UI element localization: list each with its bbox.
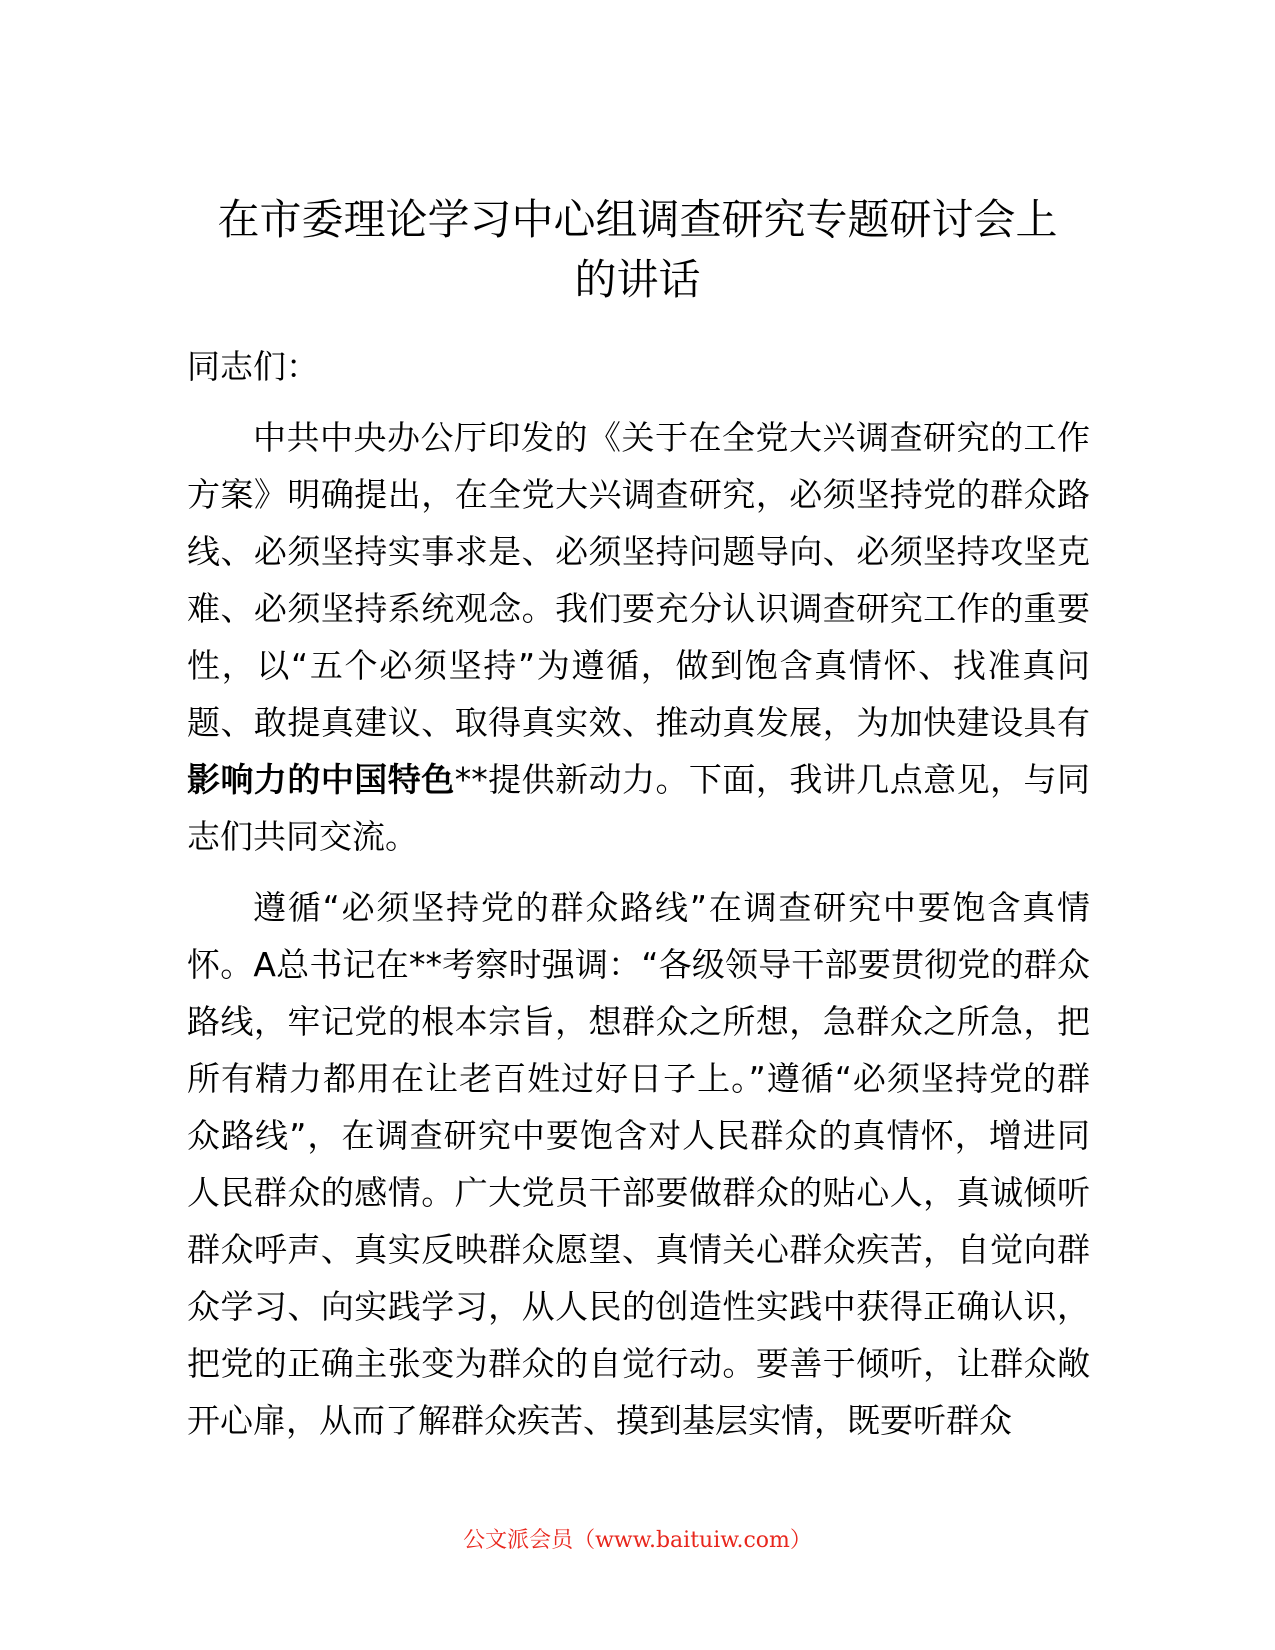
document-title	[180, 190, 1095, 310]
paragraph-1-text-b: **提供新动力。下面，我讲几点意见，与同志们共同交流。	[187, 760, 1091, 856]
paragraph-1	[187, 409, 1090, 865]
salutation: 同志们：	[187, 347, 319, 386]
title-line-2: 的讲话	[574, 255, 701, 304]
title-line-1: 在市委理论学习中心组调查研究专题研讨会上	[217, 195, 1058, 244]
footer-watermark: 公文派会员（www.baituiw.com）	[463, 1528, 812, 1553]
document-body	[187, 338, 1090, 1463]
paragraph-1-bold: 影响力的中国特色	[187, 760, 455, 799]
paragraph-2: 遵循“必须坚持党的群众路线”在调查研究中要饱含真情怀。A总书记在**考察时强调：“各级领导干部要贯彻党的群众路线，牢记党的根本宗旨，想群众之所想，急群众之所急，把所有精力都用在让老百姓过好日子上。”遵循“必须坚持党的群众路线”，在调查研究中要饱含对人民群众的真情怀，增进同人民群众的感情。广大党员干部要做群众的贴心人，真诚倾听群众呼声、真实反映群众愿望、真情关心群众疾苦，自觉向群众学习、向实践学习，从人民的创造性实践中获得正确认识，把党的正确主张变为群众的自觉行动。要善于倾听，让群众敞开心扉，从而了解群众疾苦、摸到基层实情，既要听群众	[187, 888, 1090, 1440]
paragraph-1-text-a: 中共中央办公厅印发的《关于在全党大兴调查研究的工作方案》明确提出，在全党大兴调查研究，必须坚持党的群众路线、必须坚持实事求是、必须坚持问题导向、必须坚持攻坚克难、必须坚持系统观念。我们要充分认识调查研究工作的重要性，以“五个必须坚持”为遵循，做到饱含真情怀、找准真问题、敢提真建议、取得真实效、推动真发展，为加快建设具有	[187, 418, 1090, 742]
